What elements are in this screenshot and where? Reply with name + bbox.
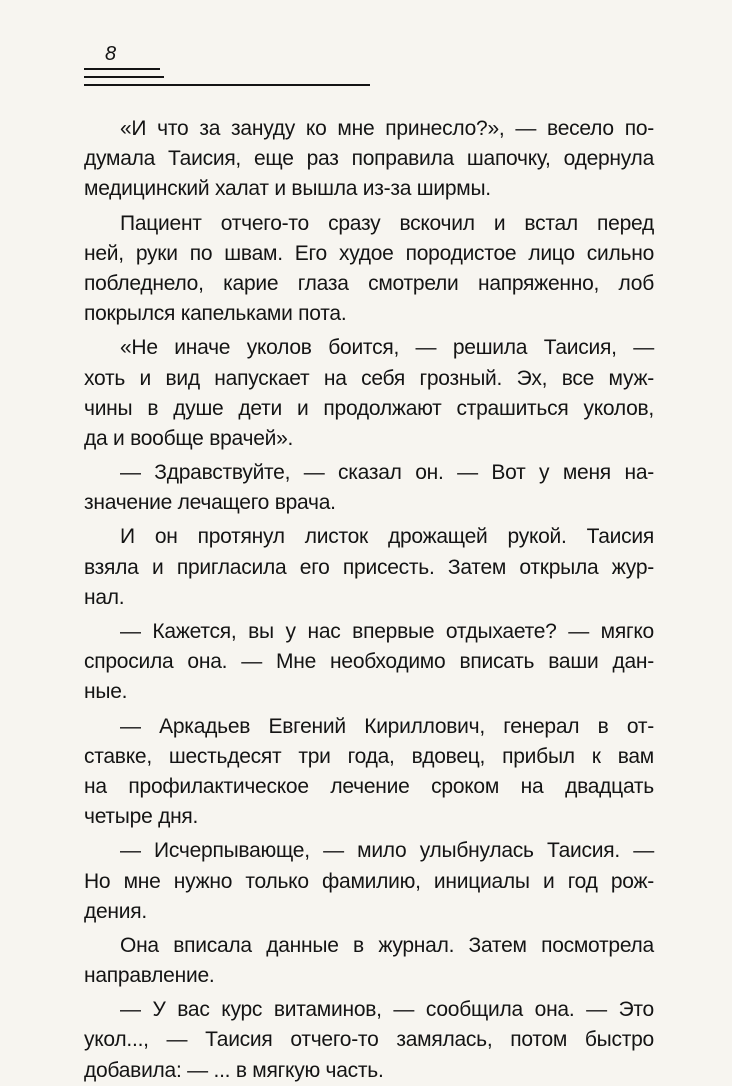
- header-rule-short-1: [84, 68, 160, 70]
- text-line: нал.: [84, 585, 125, 609]
- text-line: дения.: [84, 899, 147, 923]
- text-line: медицинский халат и вышла из-за ширмы.: [84, 177, 491, 201]
- paragraph: [84, 836, 654, 927]
- paragraph: [84, 333, 654, 454]
- text-line: — Кажется, вы у нас впервые отдыхаете? — мягко: [120, 620, 654, 643]
- paragraph: [84, 458, 654, 518]
- text-line: да и вообще врачей».: [84, 426, 294, 450]
- header-rule-long: [84, 84, 370, 86]
- paragraph: [84, 522, 654, 613]
- text-line: И он протянул листок дрожащей рукой. Таисия: [120, 525, 654, 549]
- text-line: Пациент отчего-то сразу вскочил и встал перед: [120, 211, 654, 235]
- paragraph: [84, 209, 654, 330]
- text-line: — У вас курс витаминов, — сообщила она. — Это: [120, 998, 654, 1022]
- text-line: укол..., — Таисия отчего-то замялась, потом быстро: [84, 1028, 654, 1052]
- text-line: на профилактическое лечение сроком на двадцать: [84, 774, 654, 798]
- text-line: ставке, шестьдесят три года, вдовец, прибыл к вам: [84, 744, 654, 768]
- text-line: Но мне нужно только фамилию, инициалы и год рож-: [84, 869, 654, 893]
- text-line: хоть и вид напускает на себя грозный. Эх, все муж-: [84, 366, 654, 390]
- text-line: взяла и пригласила его присесть. Затем открыла жур-: [84, 555, 654, 579]
- text-line: — Здравствуйте, — сказал он. — Вот у меня на-: [120, 461, 654, 485]
- page-number: 8: [105, 43, 117, 65]
- text-line: четыре дня.: [84, 805, 199, 829]
- text-line: «И что за зануду ко мне принесло?», — весело по-: [120, 117, 654, 140]
- text-line: покрылся капельками пота.: [84, 302, 347, 326]
- text-line: — Аркадьев Евгений Кириллович, генерал в от-: [120, 714, 654, 738]
- text-line: ней, руки по швам. Его худое породистое лицо сильно: [84, 241, 654, 265]
- paragraph: [84, 712, 654, 833]
- paragraph: [84, 114, 654, 205]
- text-line: побледнело, карие глаза смотрели напряженно, лоб: [84, 271, 654, 295]
- text-line: спросила она. — Мне необходимо вписать ваши дан-: [84, 650, 654, 674]
- text-line: думала Таисия, еще раз поправила шапочку, одернула: [84, 147, 654, 171]
- header-rule-short-2: [84, 76, 164, 78]
- text-line: «Не иначе уколов боится, — решила Таисия, —: [120, 336, 654, 360]
- text-line: направление.: [84, 964, 215, 988]
- paragraph: [84, 931, 654, 991]
- text-line: добавила: — ... в мягкую часть.: [84, 1058, 384, 1082]
- text-line: Она вписала данные в журнал. Затем посмотрела: [120, 933, 654, 957]
- text-line: — Исчерпывающе, — мило улыбнулась Таисия. —: [120, 839, 654, 863]
- text-line: ные.: [84, 680, 128, 704]
- paragraph: [84, 617, 654, 708]
- text-line: значение лечащего врача.: [84, 491, 336, 515]
- text-line: чины в душе дети и продолжают страшиться уколов,: [84, 396, 654, 420]
- paragraph: [84, 995, 654, 1086]
- body-text: [84, 114, 654, 1086]
